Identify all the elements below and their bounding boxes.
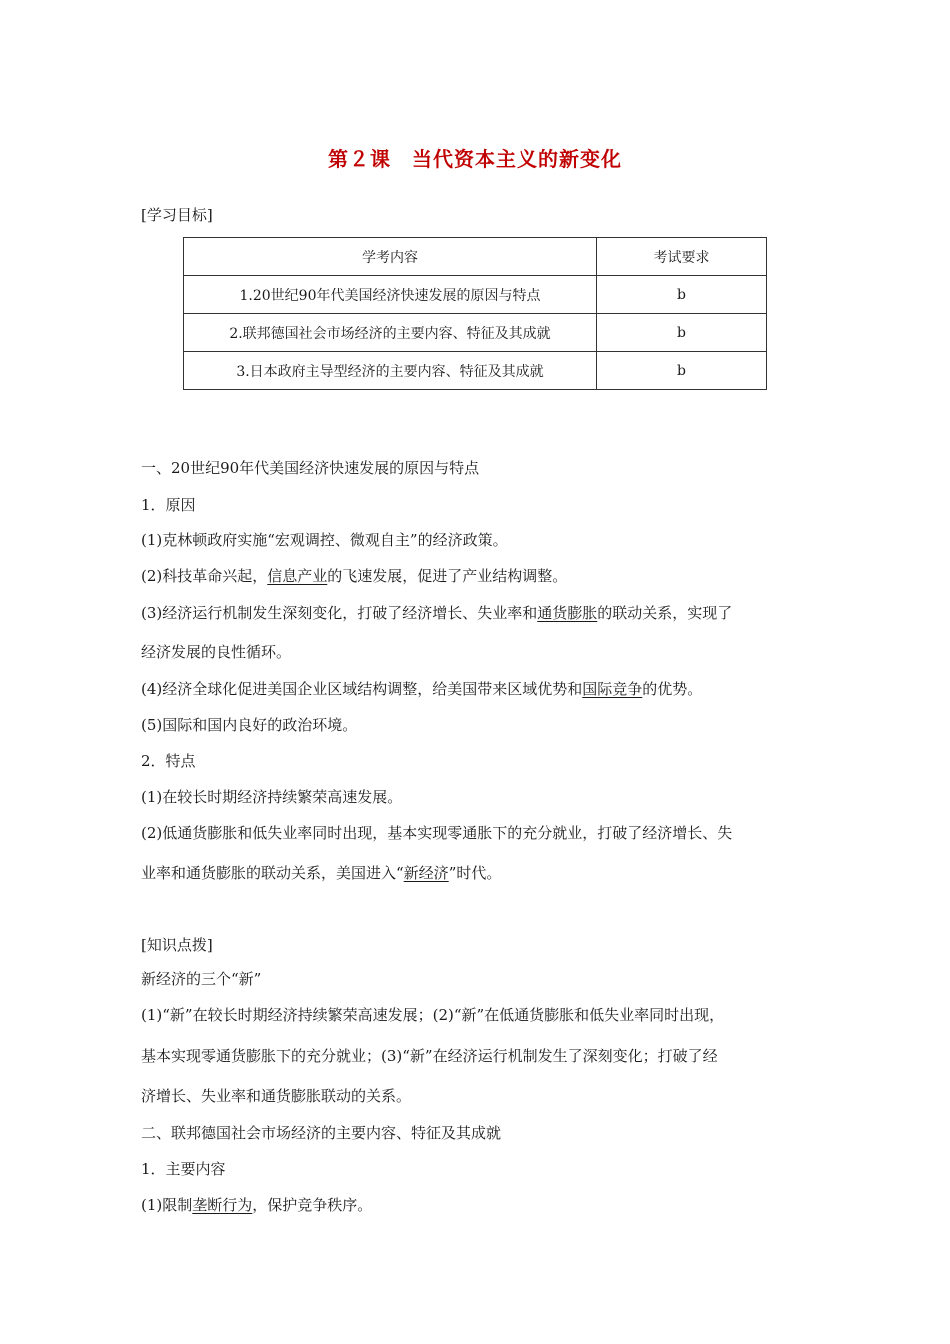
reason-3: [141, 603, 732, 623]
text-segment: 的优势。: [642, 680, 703, 698]
reasons-heading: 1．原因: [141, 496, 196, 514]
underlined-term: 国际竞争: [582, 680, 643, 698]
tip-line-1: (1)“新”在较长时期经济持续繁荣高速发展；(2)“新”在低通货膨胀和低失业率同时出现，: [141, 1006, 725, 1024]
text-segment: (1)限制: [141, 1196, 193, 1214]
underlined-term: 新经济: [403, 864, 449, 882]
features-heading: 2．特点: [141, 752, 196, 770]
tip-heading: 新经济的三个“新”: [141, 970, 262, 988]
text-segment: (4)经济全球化促进美国企业区域结构调整，给美国带来区域优势和: [141, 680, 583, 698]
feature-2-cont: [141, 863, 501, 883]
text-segment: 业率和通货膨胀的联动关系，美国进入“: [141, 864, 404, 882]
text-segment: (3)经济运行机制发生深刻变化，打破了经济增长、失业率和: [141, 604, 538, 622]
reason-5: (5)国际和国内良好的政治环境。: [141, 716, 358, 734]
table-cell-content: 3.日本政府主导型经济的主要内容、特征及其成就: [184, 352, 597, 390]
table-cell-content: 2.联邦德国社会市场经济的主要内容、特征及其成就: [184, 314, 597, 352]
section-2-heading: 二、联邦德国社会市场经济的主要内容、特征及其成就: [141, 1124, 502, 1142]
reason-4: [141, 679, 702, 699]
feature-2: (2)低通货膨胀和低失业率同时出现，基本实现零通胀下的充分就业，打破了经济增长、失: [141, 824, 733, 842]
text-segment: 的联动关系，实现了: [597, 604, 733, 622]
feature-1: (1)在较长时期经济持续繁荣高速发展。: [141, 788, 403, 806]
table-cell-requirement: b: [597, 314, 767, 352]
column-header-content: 学考内容: [184, 238, 597, 276]
underlined-term: 信息产业: [267, 567, 328, 585]
content-heading: 1．主要内容: [141, 1160, 226, 1178]
underlined-term: 垄断行为: [192, 1196, 253, 1214]
reason-3-cont: 经济发展的良性循环。: [141, 643, 292, 661]
table-header-row: [184, 238, 767, 276]
text-segment: 的飞速发展，促进了产业结构调整。: [327, 567, 568, 585]
table-row: [184, 352, 767, 390]
table-row: [184, 314, 767, 352]
reason-2: [141, 566, 567, 586]
reason-1: (1)克林顿政府实施“宏观调控、微观自主”的经济政策。: [141, 531, 508, 549]
page-title: 第２课 当代资本主义的新变化: [328, 147, 622, 171]
table-row: [184, 276, 767, 314]
goals-label: [学习目标]: [141, 206, 213, 224]
goals-table: [183, 237, 767, 390]
tip-line-3: 济增长、失业率和通货膨胀联动的关系。: [141, 1087, 412, 1105]
underlined-term: 通货膨胀: [537, 604, 598, 622]
table-cell-requirement: b: [597, 352, 767, 390]
column-header-requirement: 考试要求: [597, 238, 767, 276]
tip-label: [知识点拨]: [141, 936, 213, 954]
text-segment: (2)科技革命兴起，: [141, 567, 268, 585]
content-1: [141, 1195, 372, 1215]
table-cell-content: 1.20世纪90年代美国经济快速发展的原因与特点: [184, 276, 597, 314]
table-cell-requirement: b: [597, 276, 767, 314]
section-1-heading: 一、20世纪90年代美国经济快速发展的原因与特点: [141, 459, 480, 477]
tip-line-2: 基本实现零通货膨胀下的充分就业；(3)“新”在经济运行机制发生了深刻变化；打破了经: [141, 1047, 718, 1065]
text-segment: ”时代。: [448, 864, 502, 882]
text-segment: ，保护竞争秩序。: [252, 1196, 373, 1214]
